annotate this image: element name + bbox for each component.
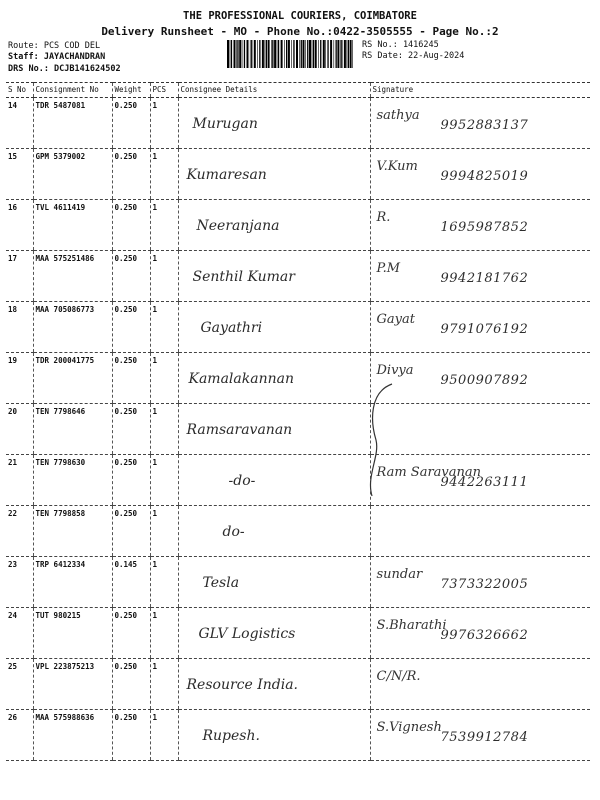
row-consignee-cell <box>178 251 370 302</box>
barcode-bar <box>281 40 283 68</box>
handwritten-consignee: Resource India. <box>186 677 299 693</box>
row-signature-cell <box>370 200 590 251</box>
row-weight: 0.250 <box>112 608 150 659</box>
barcode-image <box>227 40 355 68</box>
row-pcs: 1 <box>150 98 178 149</box>
barcode-bar <box>250 40 251 68</box>
row-sno: 14 <box>6 98 33 149</box>
barcode-bar <box>265 40 266 68</box>
handwritten-phone: 9791076192 <box>440 322 529 337</box>
row-pcs: 1 <box>150 659 178 710</box>
row-sno: 15 <box>6 149 33 200</box>
barcode-bar <box>293 40 294 68</box>
handwritten-signature: Divya <box>376 363 414 378</box>
row-consignee-cell <box>178 98 370 149</box>
row-sno: 17 <box>6 251 33 302</box>
table-row <box>6 659 590 710</box>
row-signature-cell <box>370 98 590 149</box>
handwritten-phone: 9994825019 <box>440 169 529 184</box>
barcode-bar <box>344 40 346 68</box>
table-row <box>6 557 590 608</box>
row-sno: 25 <box>6 659 33 710</box>
row-consignment-no: TEN 7798630 <box>33 455 112 506</box>
handwritten-consignee: Senthil Kumar <box>192 269 295 285</box>
row-weight: 0.145 <box>112 557 150 608</box>
row-signature-cell <box>370 608 590 659</box>
barcode-bar <box>259 40 260 68</box>
barcode-bar <box>239 40 241 68</box>
row-sno: 19 <box>6 353 33 404</box>
row-consignment-no: MAA 575988636 <box>33 710 112 761</box>
row-pcs: 1 <box>150 149 178 200</box>
rs-date: RS Date: 22-Aug-2024 <box>362 51 465 61</box>
row-consignee-cell <box>178 455 370 506</box>
barcode-bar <box>234 40 236 68</box>
barcode-bar <box>313 40 314 68</box>
barcode-bar <box>315 40 317 68</box>
row-sno: 26 <box>6 710 33 761</box>
row-consignee-cell <box>178 506 370 557</box>
row-pcs: 1 <box>150 608 178 659</box>
company-title: THE PROFESSIONAL COURIERS, COIMBATORE <box>183 10 417 22</box>
row-signature-cell <box>370 710 590 761</box>
barcode-bar <box>303 40 305 68</box>
row-weight: 0.250 <box>112 302 150 353</box>
barcode-bar <box>327 40 328 68</box>
barcode-bar <box>262 40 264 68</box>
col-header-weight: Weight <box>112 83 150 98</box>
handwritten-consignee: Kamalakannan <box>188 371 294 387</box>
handwritten-signature: sundar <box>376 567 423 582</box>
row-pcs: 1 <box>150 353 178 404</box>
barcode-bar <box>278 40 279 68</box>
barcode-bar <box>236 40 237 68</box>
handwritten-phone: 1695987852 <box>440 220 529 235</box>
handwritten-phone: 9942181762 <box>440 271 529 286</box>
handwritten-consignee: GLV Logistics <box>198 626 296 642</box>
row-consignment-no: MAA 575251486 <box>33 251 112 302</box>
row-consignment-no: TEN 7798646 <box>33 404 112 455</box>
table-row <box>6 608 590 659</box>
barcode-bar <box>268 40 270 68</box>
row-consignee-cell <box>178 608 370 659</box>
row-consignment-no: GPM 5379002 <box>33 149 112 200</box>
handwritten-signature: C/N/R. <box>376 669 421 684</box>
row-signature-cell <box>370 149 590 200</box>
col-header-consignee: Consignee Details <box>178 83 370 98</box>
barcode-bar <box>272 40 273 68</box>
row-weight: 0.250 <box>112 149 150 200</box>
row-sno: 21 <box>6 455 33 506</box>
runsheet-table <box>6 82 590 761</box>
row-sno: 20 <box>6 404 33 455</box>
table-row <box>6 302 590 353</box>
handwritten-signature: Ram Saravanan <box>376 465 482 480</box>
barcode-bar <box>337 40 339 68</box>
barcode-bar <box>257 40 258 68</box>
table-row <box>6 200 590 251</box>
row-consignment-no: TRP 6412334 <box>33 557 112 608</box>
table-row <box>6 455 590 506</box>
handwritten-signature: Gayat <box>376 312 415 327</box>
row-consignee-cell <box>178 404 370 455</box>
barcode-bar <box>274 40 276 68</box>
handwritten-consignee: Ramsaravanan <box>186 422 293 438</box>
row-sno: 18 <box>6 302 33 353</box>
handwritten-consignee: Gayathri <box>200 320 263 336</box>
barcode-bar <box>325 40 326 68</box>
barcode-bar <box>305 40 306 68</box>
row-consignee-cell <box>178 302 370 353</box>
handwritten-phone: 9952883137 <box>440 118 529 133</box>
handwritten-phone: 9442263111 <box>440 475 529 490</box>
barcode-bar <box>352 40 353 68</box>
barcode-bar <box>307 40 308 68</box>
row-weight: 0.250 <box>112 200 150 251</box>
row-pcs: 1 <box>150 455 178 506</box>
barcode-bar <box>301 40 302 68</box>
barcode-bar <box>271 40 272 68</box>
table-row <box>6 149 590 200</box>
barcode-bar <box>286 40 287 68</box>
table-row <box>6 710 590 761</box>
handwritten-signature: P.M <box>376 261 401 276</box>
barcode-bar <box>350 40 352 68</box>
row-pcs: 1 <box>150 200 178 251</box>
row-sno: 22 <box>6 506 33 557</box>
row-consignment-no: VPL 223875213 <box>33 659 112 710</box>
row-pcs: 1 <box>150 302 178 353</box>
handwritten-phone: 7539912784 <box>440 730 529 745</box>
barcode-bar <box>312 40 313 68</box>
handwritten-phone: 9500907892 <box>440 373 529 388</box>
row-signature-cell <box>370 302 590 353</box>
barcode-bar <box>277 40 278 68</box>
table-row <box>6 98 590 149</box>
row-signature-cell <box>370 557 590 608</box>
drs-number: DRS No.: DCJB141624502 <box>8 64 121 74</box>
row-pcs: 1 <box>150 404 178 455</box>
table-row <box>6 353 590 404</box>
col-header-pcs: PCS <box>150 83 178 98</box>
barcode-bar <box>341 40 342 68</box>
barcode-bar <box>230 40 231 68</box>
row-consignment-no: TDR 200041775 <box>33 353 112 404</box>
handwritten-consignee: Kumaresan <box>186 167 267 183</box>
barcode-bar <box>244 40 245 68</box>
table-header-row <box>6 83 590 98</box>
barcode-bar <box>340 40 341 68</box>
barcode-bar <box>251 40 252 68</box>
row-signature-cell <box>370 251 590 302</box>
table-row <box>6 404 590 455</box>
row-consignee-cell <box>178 659 370 710</box>
handwritten-signature: sathya <box>376 108 420 123</box>
row-weight: 0.250 <box>112 98 150 149</box>
barcode-bar <box>320 40 321 68</box>
row-sno: 16 <box>6 200 33 251</box>
handwritten-consignee: do- <box>222 524 245 540</box>
handwritten-consignee: Murugan <box>192 116 258 132</box>
handwritten-signature: S.Vignesh <box>376 720 442 735</box>
handwritten-signature: R. <box>376 210 391 225</box>
row-weight: 0.250 <box>112 404 150 455</box>
handwritten-signature: S.Bharathi <box>376 618 447 633</box>
table-row <box>6 251 590 302</box>
row-consignee-cell <box>178 710 370 761</box>
barcode-bar <box>296 40 298 68</box>
barcode-bar <box>227 40 229 68</box>
row-pcs: 1 <box>150 557 178 608</box>
row-consignment-no: TUT 980215 <box>33 608 112 659</box>
handwritten-consignee: Tesla <box>202 575 240 591</box>
row-consignment-no: TEN 7798858 <box>33 506 112 557</box>
barcode-bar <box>237 40 238 68</box>
barcode-bar <box>284 40 285 68</box>
row-weight: 0.250 <box>112 506 150 557</box>
barcode-bar <box>330 40 332 68</box>
row-signature-cell <box>370 506 590 557</box>
row-weight: 0.250 <box>112 353 150 404</box>
handwritten-consignee: Neeranjana <box>196 218 280 234</box>
row-consignment-no: TDR 5487081 <box>33 98 112 149</box>
barcode-bar <box>299 40 300 68</box>
row-pcs: 1 <box>150 251 178 302</box>
handwritten-brace <box>362 380 422 500</box>
row-weight: 0.250 <box>112 251 150 302</box>
barcode-bar <box>323 40 325 68</box>
table-row <box>6 506 590 557</box>
barcode-bar <box>348 40 349 68</box>
barcode-bar <box>291 40 292 68</box>
barcode-bar <box>254 40 256 68</box>
row-consignment-no: TVL 4611419 <box>33 200 112 251</box>
rs-number: RS No.: 1416245 <box>362 40 439 50</box>
handwritten-signature: V.Kum <box>376 159 418 174</box>
row-weight: 0.250 <box>112 710 150 761</box>
handwritten-phone: 9976326662 <box>440 628 529 643</box>
row-sno: 23 <box>6 557 33 608</box>
col-header-signature: Signature <box>370 83 590 98</box>
barcode-bar <box>242 40 243 68</box>
barcode-bar <box>247 40 249 68</box>
row-consignee-cell <box>178 149 370 200</box>
route-label: Route: PCS COD DEL <box>8 41 101 51</box>
barcode-bar <box>334 40 335 68</box>
handwritten-consignee: Rupesh. <box>202 728 260 744</box>
runsheet-subtitle: Delivery Runsheet - MO - Phone No.:0422-3505555 - Page No.:2 <box>101 25 499 38</box>
row-consignee-cell <box>178 353 370 404</box>
barcode-bar <box>231 40 232 68</box>
col-header-consignment: Consignment No <box>33 83 112 98</box>
handwritten-phone: 7373322005 <box>440 577 529 592</box>
row-consignment-no: MAA 705086773 <box>33 302 112 353</box>
col-header-sno: S No <box>6 83 33 98</box>
row-sno: 24 <box>6 608 33 659</box>
row-weight: 0.250 <box>112 659 150 710</box>
barcode-bar <box>336 40 337 68</box>
barcode-bar <box>347 40 348 68</box>
barcode-bar <box>266 40 267 68</box>
staff-label: Staff: JAYACHANDRAN <box>8 52 106 62</box>
row-consignee-cell <box>178 557 370 608</box>
handwritten-consignee: -do- <box>228 473 256 489</box>
barcode-bar <box>288 40 290 68</box>
row-pcs: 1 <box>150 710 178 761</box>
row-consignee-cell <box>178 200 370 251</box>
barcode-bar <box>318 40 319 68</box>
row-weight: 0.250 <box>112 455 150 506</box>
row-pcs: 1 <box>150 506 178 557</box>
barcode-bar <box>309 40 311 68</box>
row-signature-cell <box>370 659 590 710</box>
